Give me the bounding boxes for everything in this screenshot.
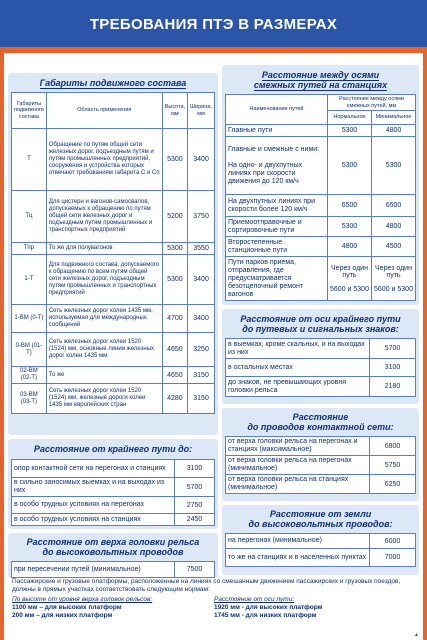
gabarit-height: 5300 xyxy=(162,243,187,255)
table-row xyxy=(12,191,215,243)
poster-sheet xyxy=(4,53,423,640)
table-row xyxy=(12,333,215,367)
row-label: от верха головки рельса на станциях (минимальное) xyxy=(226,475,370,494)
gabarit-code: 0-ВМ (01-Т) xyxy=(12,333,47,367)
row-value: 2450 xyxy=(175,514,215,526)
row-label: опор контактной сети на перегонах и станциях xyxy=(12,460,175,478)
row-label: на перегонах (минимальное) xyxy=(226,534,370,549)
mo-head-group: Расстояние между осями смежных путей, мм xyxy=(328,95,416,111)
row-value: 5700 xyxy=(175,478,215,497)
row-label: до знаков, не превышающих уровня головки рельса xyxy=(226,377,370,397)
gabarit-code: Тц xyxy=(12,191,47,243)
table-row xyxy=(12,367,215,384)
table-row xyxy=(226,195,416,217)
table-row xyxy=(12,514,215,526)
footer-block xyxy=(12,578,416,620)
table-row xyxy=(226,456,416,475)
mo-normal: 5300 xyxy=(328,217,372,237)
mo-min: 5300 xyxy=(372,137,416,195)
gabarit-width: 3400 xyxy=(188,129,215,191)
table-row xyxy=(226,377,416,397)
table-row xyxy=(12,562,215,578)
ot-krainego-title: Расстояние от крайнего пути до: xyxy=(33,444,193,454)
mo-head-min: Минимальное xyxy=(372,111,416,125)
mo-min: 4800 xyxy=(372,217,416,237)
gabarit-code: 03-ВМ (03-Т) xyxy=(12,384,47,414)
table-row xyxy=(226,257,416,301)
table-row xyxy=(226,437,416,456)
corner-mark-icon: ▲ xyxy=(414,632,419,638)
gabarit-width: 3150 xyxy=(188,367,215,384)
table-row xyxy=(12,305,215,333)
mo-min: 6500 xyxy=(372,195,416,217)
row-label: то же на станциях и в населенных пунктах xyxy=(226,549,370,567)
table-row xyxy=(226,534,416,549)
gabarit-area: Для цистерн и вагонов-самосвалов, допускаемых к обращению по путям общей сети железных дорог и подъездным путям промышленных и транспортных предприятий xyxy=(46,191,162,243)
row-label: в остальных местах xyxy=(226,359,370,377)
gabarity-head-name: Габариты подвижного состава xyxy=(12,93,47,129)
row-value: 3100 xyxy=(370,359,416,377)
footer-right-1: 1920 мм - для высоких платформ xyxy=(214,604,323,611)
gabarit-height: 4280 xyxy=(162,384,187,414)
row-value: 7000 xyxy=(370,549,416,567)
gabarit-area: Обращение по путям общей сети железных дорог, подъездным путям и путям промышленных предприятий, сооружения и устройства которых отвечают требованиям габарита С и Сп xyxy=(46,129,162,191)
gabarit-area: Сеть железных дорог колеи 1520 (1524) мм, железные дороги колеи 1435 мм европейских стран xyxy=(46,384,162,414)
footer-left-1: 1100 мм – для высоких платформ xyxy=(12,604,122,611)
ot-zemli-title: Расстояние от земли до высоковольтных проводов: xyxy=(248,509,393,529)
table-row xyxy=(226,137,416,195)
table-row xyxy=(226,359,416,377)
mo-min: 4500 xyxy=(372,237,416,257)
header-banner xyxy=(0,0,427,50)
gabarit-area: То же для полувагонов xyxy=(46,243,162,255)
gabarit-area: То же xyxy=(46,367,162,384)
footer-right xyxy=(214,596,416,620)
mo-name: Главные пути xyxy=(226,125,328,137)
gabarity-panel xyxy=(8,73,218,435)
table-row xyxy=(12,255,215,305)
gabarit-code: Т xyxy=(12,129,47,191)
gabarity-title: Габариты подвижного состава xyxy=(39,78,187,88)
row-value: 2180 xyxy=(370,377,416,397)
row-value: 2750 xyxy=(175,497,215,514)
gabarit-height: 5300 xyxy=(162,255,187,305)
ot-zemli-panel xyxy=(222,505,419,575)
mo-name: Второстепенные станционные пути xyxy=(226,237,328,257)
footer-left-2: 200 мм – для низких платформ xyxy=(12,612,113,619)
row-label: в выемках, кроме скальных, и на выходах из них xyxy=(226,339,370,359)
table-row xyxy=(226,475,416,494)
ot-zemli-table xyxy=(225,533,416,567)
ot-verha-title: Расстояние от верха головки рельса до высоковольтных проводов xyxy=(26,537,200,557)
mo-normal: 5300 xyxy=(328,137,372,195)
mo-min: Через один путь 5600 и 5300 xyxy=(372,257,416,301)
table-row xyxy=(12,460,215,478)
row-value: 6000 xyxy=(370,534,416,549)
table-row xyxy=(12,478,215,497)
gabarit-width: 3150 xyxy=(188,384,215,414)
mezhdu-osyami-title: Расстояние между осями смежных путей на станциях xyxy=(253,70,388,90)
mo-name: Пути парков приема, отправления, где предусматривается безотцепочный ремонт вагонов xyxy=(226,257,328,301)
gabarit-code: 1-Т xyxy=(12,255,47,305)
mo-head-name: Наименование путей xyxy=(226,95,328,125)
mo-normal: Через один путь 5600 и 5300 xyxy=(328,257,372,301)
page-title: ТРЕБОВАНИЯ ПТЭ В РАЗМЕРАХ xyxy=(89,16,338,33)
row-value: 6250 xyxy=(370,475,416,494)
ot-osi-title: Расстояние от оси крайнего пути до путевых и сигнальных знаков: xyxy=(240,314,401,334)
gabarity-head-width: Ширина, мм xyxy=(188,93,215,129)
table-row xyxy=(12,497,215,514)
gabarit-area: Сеть железных дорог колеи 1435 мм, используемая для международных сообщений xyxy=(46,305,162,333)
do-provodov-panel xyxy=(222,408,419,501)
row-label: в особо трудных условиях на станциях xyxy=(12,514,175,526)
table-row xyxy=(12,384,215,414)
footer-left xyxy=(12,596,214,620)
gabarit-width: 3400 xyxy=(188,305,215,333)
row-label: от верха головки рельса на перегонах и станциях (максимальное) xyxy=(226,437,370,456)
footer-right-2: 1745 мм - для низких платформ xyxy=(214,612,317,619)
row-label: от верха головки рельса на перегонах (минимальное) xyxy=(226,456,370,475)
table-row xyxy=(226,125,416,137)
ot-osi-table xyxy=(225,338,416,397)
gabarit-area: Для подвижного состава, допускаемого к обращению по всем путям общей сети железных дорог, подъездным путям промышленных и транспортных предприятий xyxy=(46,255,162,305)
mo-head-normal: Нормальное xyxy=(328,111,372,125)
mezhdu-osyami-panel xyxy=(222,65,419,305)
ot-krainego-table xyxy=(11,459,215,526)
gabarit-area: Сеть железных дорог колеи 1520 (1524) мм, основные линии железных дорог колеи 1435 мм xyxy=(46,333,162,367)
table-row xyxy=(226,339,416,359)
gabarit-height: 4700 xyxy=(162,305,187,333)
ot-verha-panel xyxy=(8,533,218,578)
row-label: в сильно заносимых выемках и на выходах из них xyxy=(12,478,175,497)
row-label: в особо трудных условиях на перегонах xyxy=(12,497,175,514)
mo-name: Приемоотправочные и сортировочные пути xyxy=(226,217,328,237)
mezhdu-osyami-table xyxy=(225,94,416,301)
mo-normal: 6500 xyxy=(328,195,372,217)
row-value: 6800 xyxy=(370,437,416,456)
table-row xyxy=(226,237,416,257)
row-label: при пересечении путей (минимальное) xyxy=(12,562,175,578)
gabarit-height: 5300 xyxy=(162,129,187,191)
mo-name: Главные и смежные с ними: На одно- и двухпутных линиях при скорости движения до 120 км/ч xyxy=(226,137,328,195)
gabarit-height: 4650 xyxy=(162,367,187,384)
table-row xyxy=(12,129,215,191)
row-value: 3100 xyxy=(175,460,215,478)
gabarity-head-height: Высота, мм xyxy=(162,93,187,129)
table-row xyxy=(226,217,416,237)
mo-normal: 5300 xyxy=(328,125,372,137)
footer-right-head: Расстояние от оси пути: xyxy=(214,596,295,603)
mo-min: 4800 xyxy=(372,125,416,137)
gabarity-table xyxy=(11,92,215,414)
ot-krainego-panel xyxy=(8,439,218,529)
gabarit-width: 3400 xyxy=(188,255,215,305)
gabarit-width: 3750 xyxy=(188,191,215,243)
gabarit-width: 3550 xyxy=(188,243,215,255)
row-value: 7500 xyxy=(175,562,215,578)
table-row xyxy=(12,243,215,255)
gabarit-width: 3250 xyxy=(188,333,215,367)
mo-name: На двухпутных линиях при скорости более 120 км/ч xyxy=(226,195,328,217)
do-provodov-title: Расстояние до проводов контактной сети: xyxy=(247,412,394,432)
gabarit-code: 02-ВМ (02-Т) xyxy=(12,367,47,384)
footer-left-head: По высоте от уровня верха головок рельсов: xyxy=(12,596,153,603)
footer-text: Пассажирские и грузовые платформы, расположенные на линиях со смешанным движением пассажирских и грузовых поездов, должны в прямых участках соответствовать следующим нормам: xyxy=(12,578,401,593)
gabarit-height: 4650 xyxy=(162,333,187,367)
table-row xyxy=(226,549,416,567)
ot-osi-panel xyxy=(222,309,419,404)
row-value: 5750 xyxy=(370,456,416,475)
mo-normal: 4800 xyxy=(328,237,372,257)
do-provodov-table xyxy=(225,436,416,494)
gabarit-code: Тпр xyxy=(12,243,47,255)
row-value: 5700 xyxy=(370,339,416,359)
gabarit-code: 1-ВМ (0-Т) xyxy=(12,305,47,333)
ot-verha-table xyxy=(11,561,215,578)
gabarity-head-area: Область применения xyxy=(46,93,162,129)
gabarit-height: 5200 xyxy=(162,191,187,243)
